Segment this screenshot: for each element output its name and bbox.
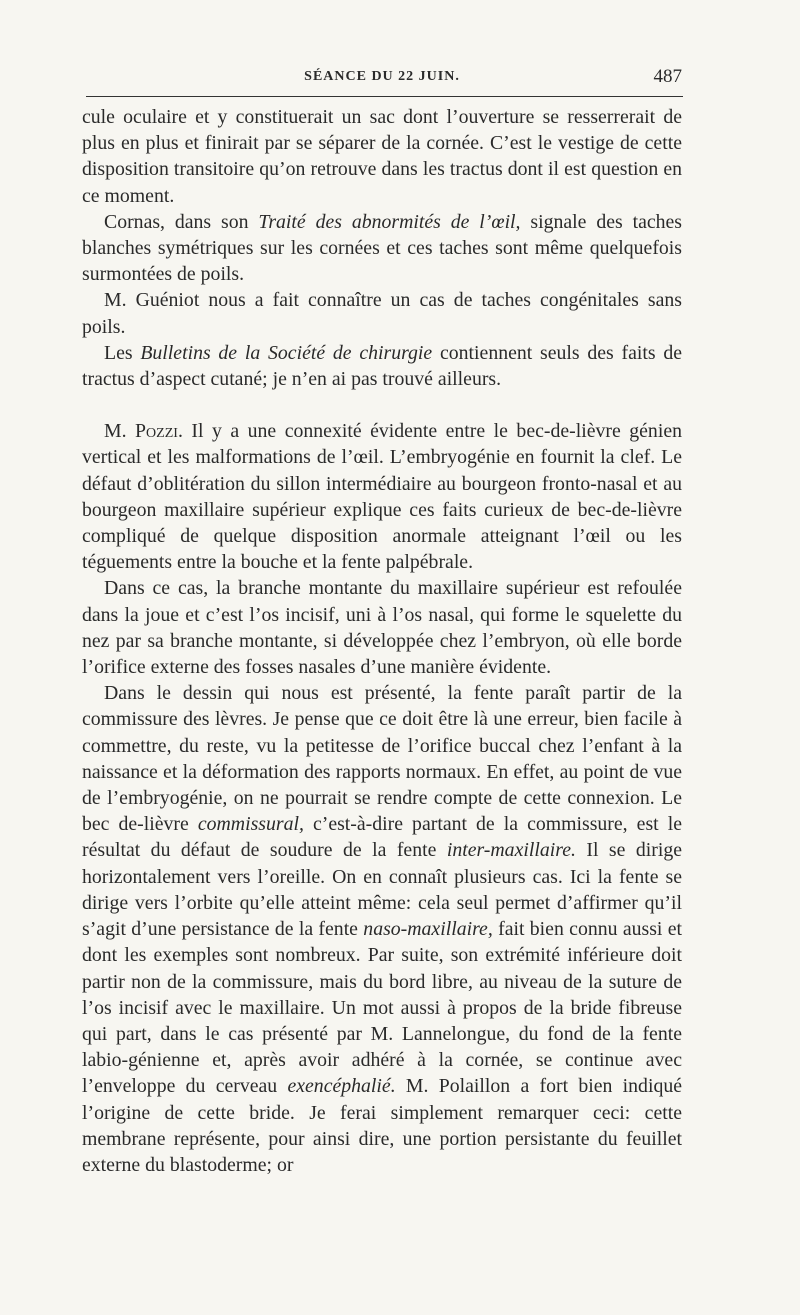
header-rule — [86, 96, 683, 97]
paragraph — [82, 340, 682, 392]
running-title: SÉANCE DU 22 JUIN. — [304, 69, 460, 84]
section-gap — [82, 392, 682, 418]
paragraph — [82, 680, 682, 1178]
italic-text: inter-maxillaire. — [446, 839, 576, 862]
italic-text: commissural, — [197, 813, 304, 836]
text-run: c’est-à-dire partant de la commissure, est le résultat du défaut de soudure de la fente — [82, 813, 682, 862]
italic-text: naso-maxillaire, — [363, 918, 493, 941]
paragraph — [82, 104, 682, 209]
text-run: Les — [104, 341, 141, 364]
paragraph — [82, 418, 682, 575]
text-run: M. — [104, 420, 136, 443]
paragraph — [82, 287, 682, 339]
text-run: signale des taches blanches symétriques sur les cornées et ces taches sont même quelquefois surmontées de poils. — [82, 210, 683, 286]
text-run: contiennent seuls des faits de tractus d’aspect cutané; je n’en ai pas trouvé ailleurs. — [82, 341, 682, 391]
text-run: M. Polaillon a fort bien indiqué l’origine de cette bride. Je ferai simplement remarquer ceci: cette membrane représente, pour ainsi dire, une portion persistante du feuillet externe du blastoderme; or — [82, 1075, 682, 1176]
italic-text: Traité des abnormités de l’œil, — [258, 210, 521, 233]
text-run: M. Guéniot nous a fait connaître un cas de taches congénitales sans poils. — [82, 289, 682, 338]
text-run: Dans ce cas, la branche montante du maxillaire supérieur est refoulée dans la joue et c’est l’os incisif, uni à l’os nasal, qui forme le squelette du nez par sa branche montante, si développée chez l’embryon, où elle borde l’orifice externe des fosses nasales d’une manière évidente. — [82, 577, 682, 679]
italic-text: Bulletins de la Société de chirurgie — [140, 341, 433, 364]
text-run: Cornas, dans son — [104, 210, 259, 233]
text-run: fait bien connu aussi et dont les exemples sont nombreux. Par suite, son extrémité inférieure doit partir non de la commissure, mais du bord libre, au niveau de la suture de l’os incisif avec le maxillaire. Un mot aussi à propos de la bride fibreuse qui part, dans le cas présenté par M. Lannelongue, du fond de la fente labio-génienne et, après avoir adhéré à la cornée, se continue avec l’enveloppe du cerveau — [82, 918, 683, 1098]
text-run: . Il y a une connexité évidente entre le bec-de-lièvre génien vertical et les malformations de l’œil. L’embryogénie en fournit la clef. Le défaut d’oblitération du sillon intermédiaire au bourgeon fronto-nasal et au bourgeon maxillaire supérieur explique ces faits curieux de bec-de-lièvre compliqué de quelque disposition anormale atteignant l’œil ou les téguements entre la bouche et la fente palpébrale. — [82, 420, 682, 574]
paragraph — [82, 209, 682, 288]
body-text — [82, 104, 682, 1178]
page-number: 487 — [653, 66, 682, 87]
author-name: Pozzi — [135, 420, 178, 443]
text-run: cule oculaire et y constituerait un sac dont l’ouverture se resserrerait de plus en plus et finirait par se séparer de la cornée. C’est le vestige de cette disposition transitoire qu’on retrouve dans les tractus dont il est question en ce moment. — [82, 106, 682, 207]
paragraph — [82, 575, 682, 680]
text-run: Dans le dessin qui nous est présenté, la fente paraît partir de la commissure des lèvres. Je pense que ce doit être là une erreur, bien facile à commettre, du reste, vu la petitesse de l’orifice buccal chez l’enfant à la naissance et la déformation des rapports normaux. En effet, au point de vue de l’embryogénie, on ne pourrait se rendre compte de cette connexion. Le bec de-lièvre — [82, 682, 682, 836]
text-run: Il se dirige horizontalement vers l’oreille. On en connaît plusieurs cas. Ici la fente se dirige vers l’orbite qu’elle atteint même: cela seul permet d’affirmer qu’il s’agit d’une persistance de la fente — [82, 839, 682, 941]
running-head — [82, 64, 682, 88]
italic-text: exencéphalié. — [287, 1075, 396, 1098]
